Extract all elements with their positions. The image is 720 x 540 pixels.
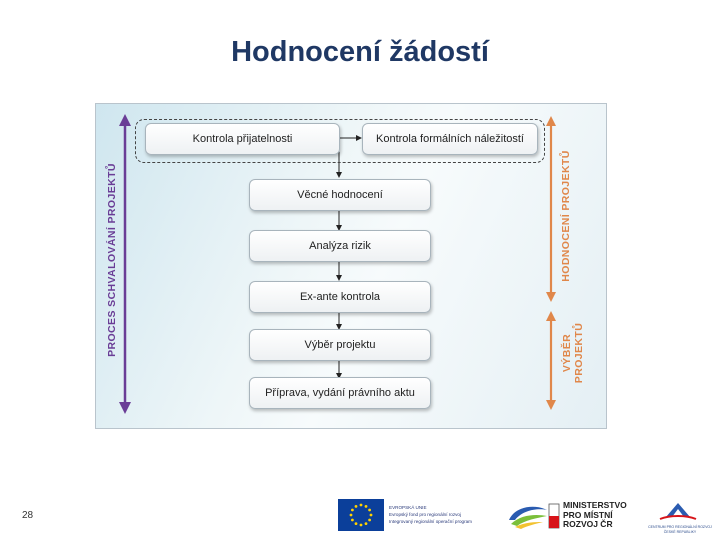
page-number: 28 — [22, 510, 34, 521]
box-ex-ante-kontrola: Ex-ante kontrola — [249, 281, 431, 313]
eu-program-text: EVROPSKÁ UNIE Evropský fond pro regionální rozvoj Integrovaný regionální operační program — [389, 505, 472, 524]
right-selection-label-line2: PROJEKTŮ — [573, 322, 585, 384]
box-vyber-projektu: Výběr projektu — [249, 329, 431, 361]
ministry-line-3: ROZVOJ ČR — [563, 519, 613, 529]
ministry-line-2: PRO MÍSTNÍ — [563, 509, 613, 520]
ministry-crest-icon — [548, 503, 560, 529]
right-selection-label — [561, 323, 585, 383]
crr-logo — [640, 499, 716, 525]
box-kontrola-prijatelnosti: Kontrola přijatelnosti — [145, 123, 340, 155]
eu-stars-icon — [338, 499, 384, 531]
right-selection-label-line1: VÝBĚR — [561, 333, 573, 373]
box-analyza-rizik: Analýza rizik — [249, 230, 431, 262]
ministry-line-1: MINISTERSTVO — [563, 500, 627, 510]
ministry-name — [563, 501, 627, 530]
box-priprava-vydani-pravniho-aktu: Příprava, vydání právního aktu — [249, 377, 431, 409]
left-process-label: PROCES SCHVALOVÁNÍ PROJEKTŮ — [106, 163, 118, 357]
crr-text: CENTRUM PRO REGIONÁLNÍ ROZVOJ ČESKÉ REPUBLIKY — [648, 525, 712, 534]
eu-flag-logo — [338, 499, 384, 531]
right-evaluation-label: HODNOCENÍ PROJEKTŮ — [560, 150, 572, 282]
box-kontrola-formalnich-nalezitosti: Kontrola formálních náležitostí — [362, 123, 538, 155]
page-title: Hodnocení žádostí — [231, 36, 489, 68]
irop-swirl-logo — [505, 500, 551, 530]
box-vecne-hodnoceni: Věcné hodnocení — [249, 179, 431, 211]
